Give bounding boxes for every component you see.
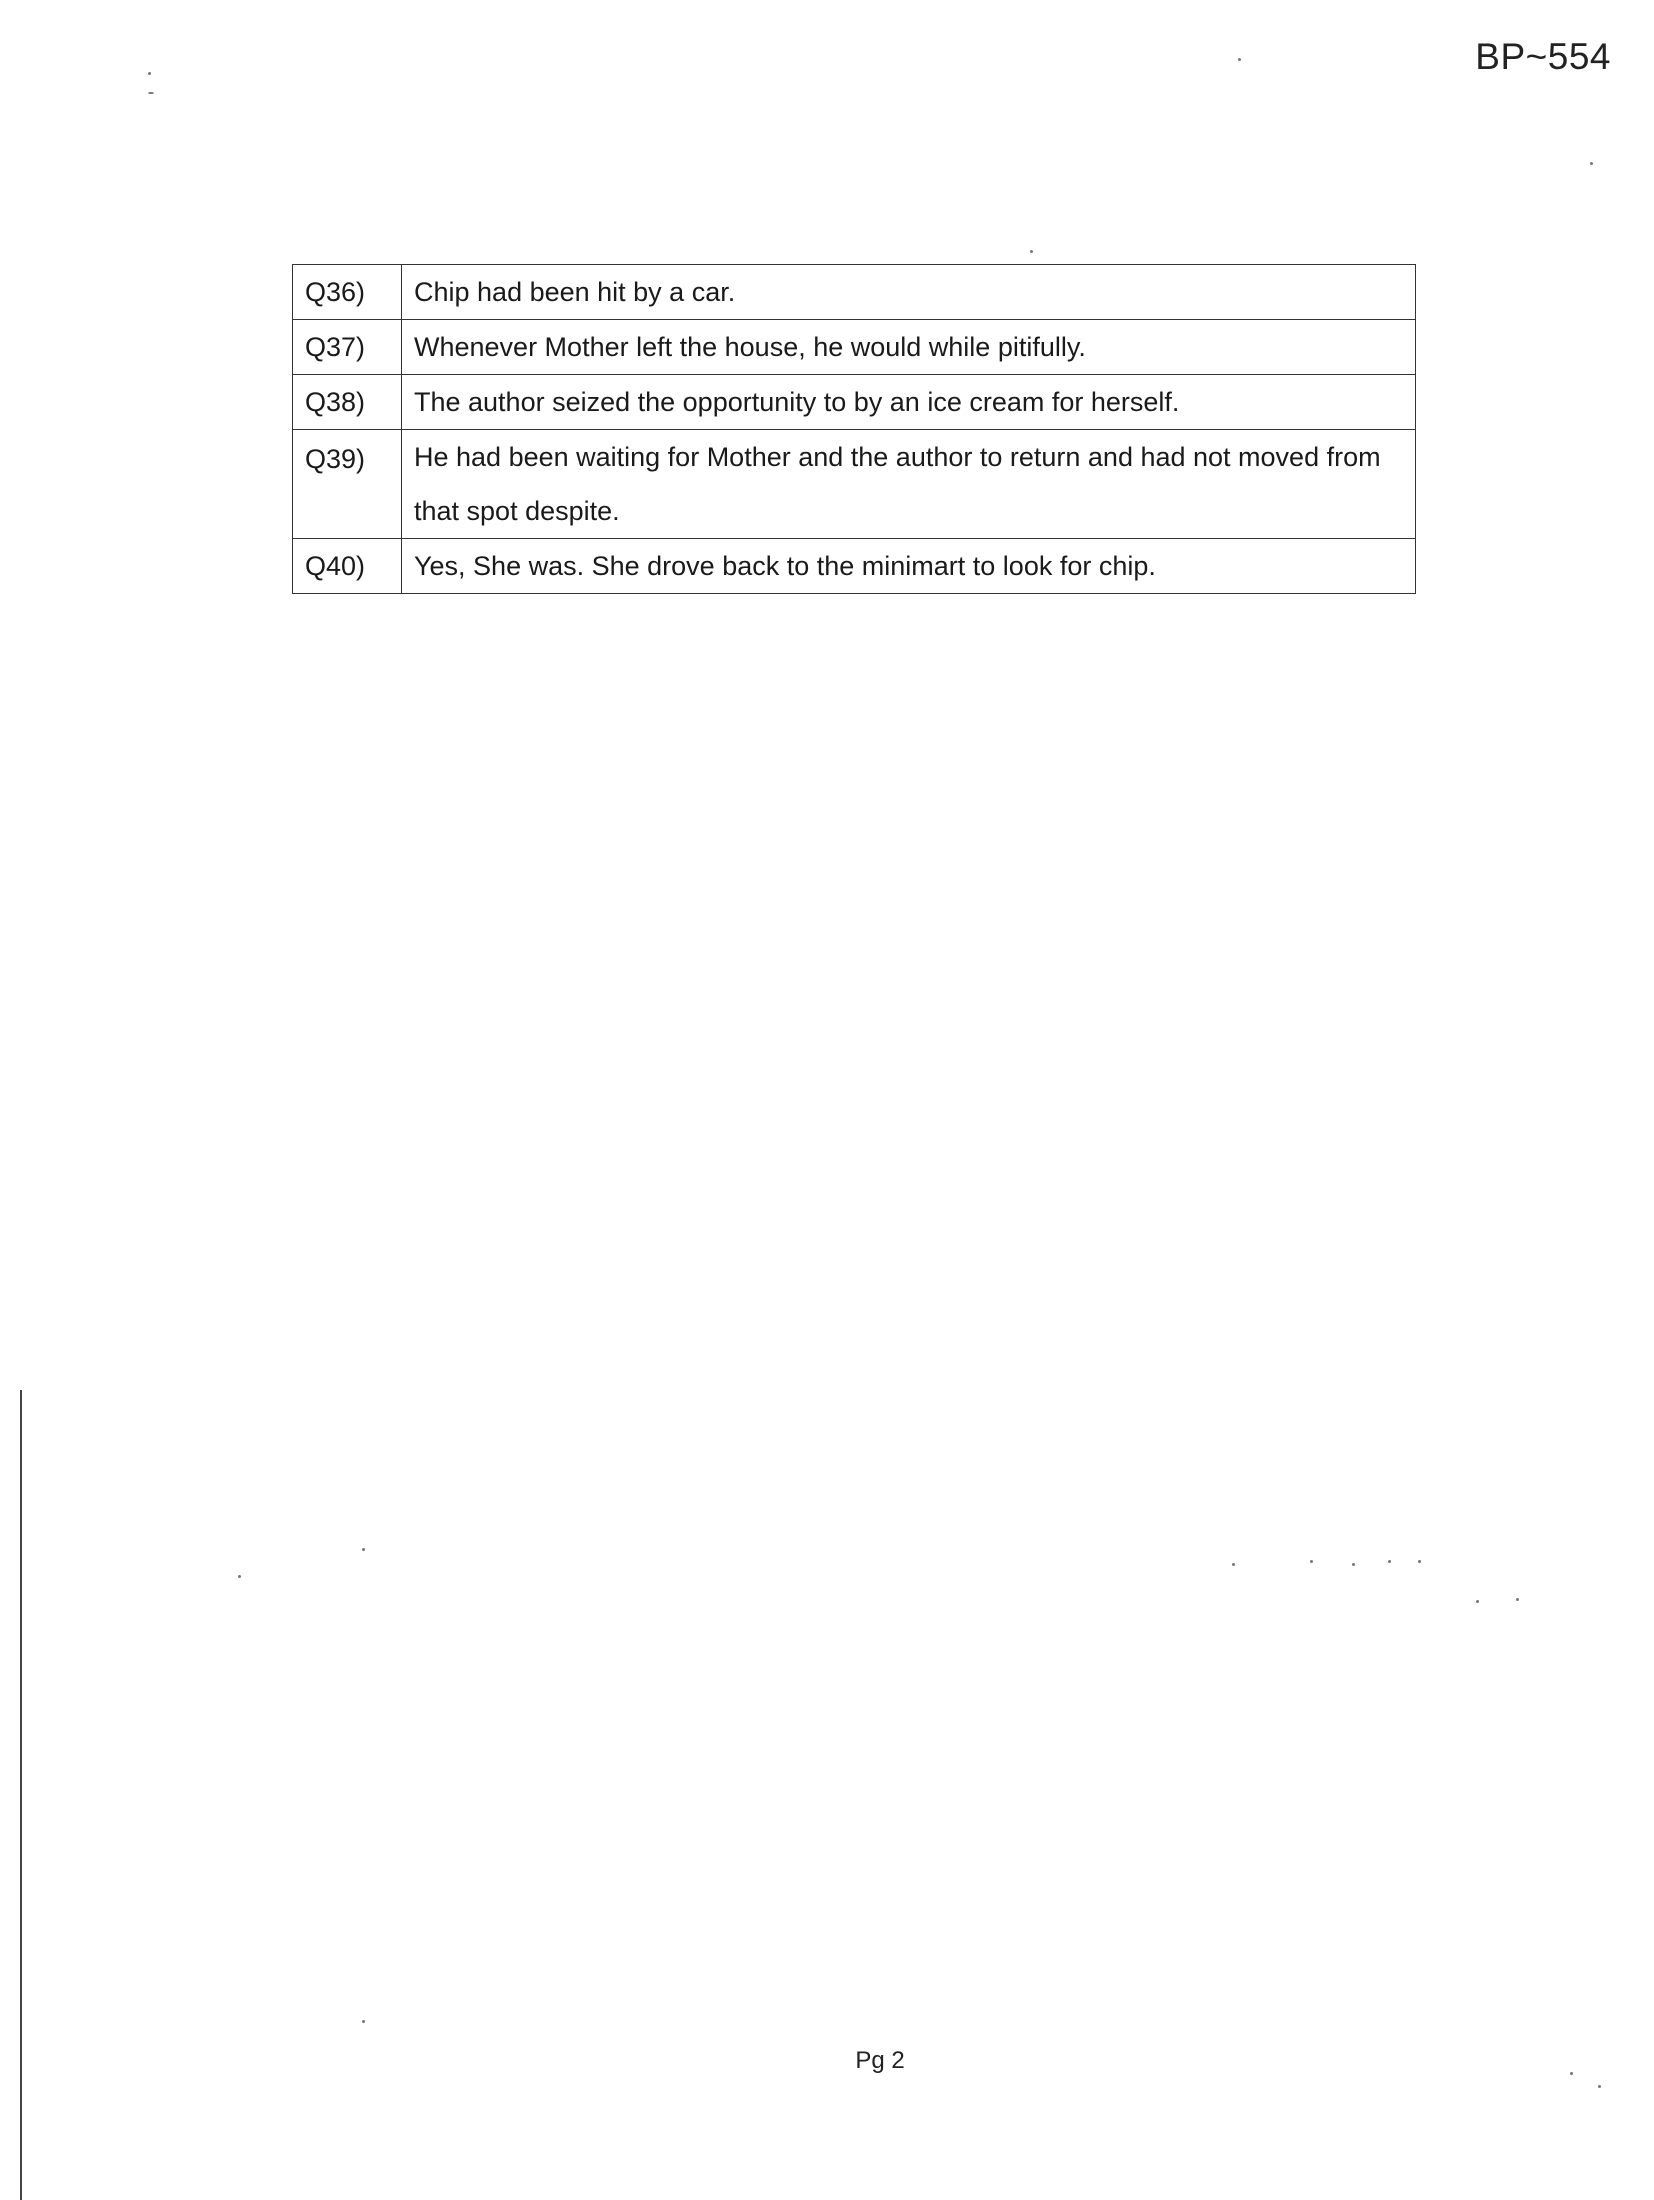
- question-number: Q37): [293, 320, 402, 375]
- scan-speck: [1030, 250, 1033, 253]
- scan-speck: [238, 1575, 241, 1578]
- scan-speck: [362, 2020, 365, 2023]
- answer-text: The author seized the opportunity to by an ice cream for herself.: [402, 375, 1416, 430]
- scan-speck: [1310, 1560, 1313, 1563]
- scan-speck: [1598, 2085, 1601, 2088]
- scan-speck: [1418, 1560, 1421, 1563]
- question-number: Q38): [293, 375, 402, 430]
- scan-speck: [362, 1548, 365, 1551]
- table-row: [293, 320, 1416, 375]
- table-row: [293, 430, 1416, 539]
- scan-speck: [1590, 162, 1593, 165]
- question-number: Q36): [293, 265, 402, 320]
- document-code: BP~554: [1475, 36, 1611, 77]
- table-row: [293, 375, 1416, 430]
- scan-speck: [1476, 1600, 1479, 1603]
- question-number: Q40): [293, 539, 402, 594]
- scan-margin-line: [20, 1390, 22, 2200]
- question-number: Q39): [293, 430, 402, 539]
- page-number: Pg 2: [855, 2047, 905, 2074]
- scan-speck: [1570, 2072, 1573, 2075]
- scan-speck: [148, 72, 151, 75]
- table-row: [293, 539, 1416, 594]
- answer-text: Chip had been hit by a car.: [402, 265, 1416, 320]
- scan-speck: [1232, 1563, 1235, 1566]
- scan-speck: [1238, 58, 1241, 61]
- scan-speck: [148, 92, 154, 94]
- table-row: [293, 265, 1416, 320]
- scan-speck: [1516, 1598, 1519, 1601]
- scan-speck: [1352, 1563, 1355, 1566]
- answer-table: [292, 264, 1416, 594]
- answer-text: Whenever Mother left the house, he would while pitifully.: [402, 320, 1416, 375]
- scan-speck: [1388, 1560, 1391, 1563]
- answer-text: Yes, She was. She drove back to the minimart to look for chip.: [402, 539, 1416, 594]
- answer-text: He had been waiting for Mother and the author to return and had not moved from that spot despite.: [402, 430, 1416, 539]
